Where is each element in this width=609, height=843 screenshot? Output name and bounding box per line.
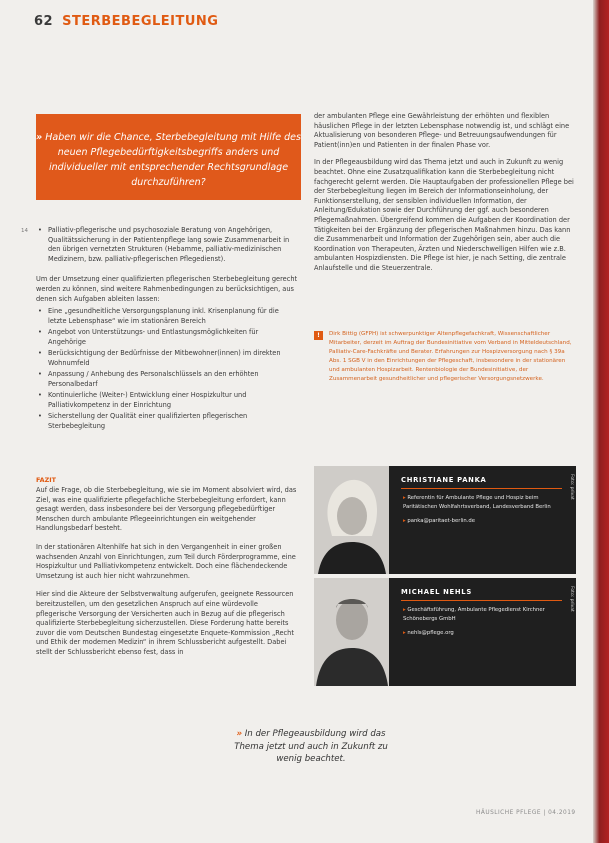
list-item: • Sicherstellung der Qualität einer qualifizierten pflegerischen Sterbebegleitung <box>48 412 298 431</box>
highlight-quote-text: Haben wir die Chance, Sterbebegleitung mit Hilfe des neuen Pflegebedürftigkeitsbegriffs anders und individueller mit entsprechender Rechtsgrundlage durchzuführen? <box>45 132 301 188</box>
author-role: ▸ Referentin für Ambulante Pflege und Hospiz beim Paritätischen Wohlfahrtsverband, Landesverband Berlin <box>403 494 563 511</box>
list-item: • Anpassung / Anhebung des Personalschlüssels an den erhöhten Personalbedarf <box>48 370 298 389</box>
highlight-quote-box <box>36 114 301 200</box>
author-info-panel <box>389 578 576 686</box>
right-column-text <box>314 112 576 274</box>
fazit-heading: FAZIT <box>36 476 56 484</box>
left-column-top <box>36 226 298 433</box>
paragraph: Auf die Frage, ob die Sterbebegleitung, wie sie im Moment absolviert wird, das Ziel, was eine qualifizierte pflegefachliche Sterbebegleitung erfordert, kann gesagt werden, dass insbesondere bei der Versorgung pflegebedürftiger Menschen durch ambulante Pflegeeinrichtungen ein weitgehender Handlungsbedarf besteht. <box>36 486 297 533</box>
photo-credit: Foto: privat <box>569 474 574 500</box>
side-marker: 14 <box>21 228 28 234</box>
left-column-bottom <box>36 486 298 658</box>
author-bio <box>403 606 563 644</box>
author-email: ▸ panka@paritaet-berlin.de <box>403 517 563 526</box>
bullet-list-1 <box>36 226 298 264</box>
paragraph: Um der Umsetzung einer qualifizierten pflegerischen Sterbebegleitung gerecht werden zu können, sind weitere Rahmenbedingungen zu berücksichtigen, aus denen sich Aufgaben ableiten lassen: <box>36 275 298 303</box>
list-item: • Angebot von Unterstützungs- und Entlastungsmöglichkeiten für Angehörige <box>48 328 298 347</box>
paragraph: der ambulanten Pflege eine Gewährleistung der erhöhten und flexiblen häuslichen Pflege in der letzten Lebensphase notwendig ist, und schlägt eine Aktualisierung von besonderen Pflege- und Betreuungsaufwendungen für Patient(inn)en und Patienten in der finalen Phase vor. <box>314 112 570 149</box>
author-name: CHRISTIANE PANKA <box>401 476 487 484</box>
author-info-panel <box>389 466 576 574</box>
paragraph: Hier sind die Akteure der Selbstverwaltung aufgerufen, geeignete Ressourcen bereitzustellen, um den gesetzlichen Anspruch auf eine würdevolle pflegerische Versorgung der Versicherten auch in Bezug auf die pflegerisch qualifizierte Sterbebegleitung sicherzustellen. Diese Forderung hatte bereits zuvor die vom Deutschen Bundestag eingesetzte Enquete-Kommission „Recht und Ethik der modernen Medizin“ in ihrem Schlussbericht aufgestellt. Dabei stellt der Schlussbericht ebenso fest, dass in <box>36 590 294 656</box>
author-email: ▸ nehls@pflege.org <box>403 629 563 638</box>
quote-mark: » <box>36 132 43 143</box>
info-box-text: Dirk Bittig (GFPH) ist schwerpunktiger Altenpflegefachkraft, Wissenschaftlicher Mitarbeiter, derzeit im Auftrag der Bundesinitiative vom Verband in Mitteldeutschland, Palliativ-Care-Fachkräfte und Berater. Erfahrungen zur Hospizversorgung nach § 39a Abs. 1 SGB V in den Einrichtungen der Pflegeschaft, insbesondere in der stationären und ambulanten Hospizarbeit. Rentenbiologie der Bundesinitiative, der Zusammenarbeit gesundheitlicher und pflegerischer Versorgungsnetzwerke. <box>329 331 572 382</box>
list-item: • Palliativ-pflegerische und psychosoziale Beratung von Angehörigen, Qualitätssicherung in der Patientenpflege lang sowie Zusammenarbeit in den übrigen vernetzten Strukturen (Hebamme, palliativ-medizinischen Medizinern, bzw. palliativ-pflegerischen Pflegedienst). <box>48 226 298 264</box>
list-item: • Eine „gesundheitliche Versorgungsplanung inkl. Krisenplanung für die letzte Lebensphase“ wie im stationären Bereich <box>48 307 298 326</box>
list-item: • Berücksichtigung der Bedürfnisse der Mitbewohner(innen) im direkten Wohnumfeld <box>48 349 298 368</box>
author-photo <box>314 466 389 574</box>
page-footer: HÄUSLICHE PFLEGE | 04.2019 <box>476 810 576 816</box>
section-title: STERBEBEGLEITUNG <box>62 14 219 29</box>
author-portrait-2-image <box>314 578 389 686</box>
pull-quote <box>226 728 396 766</box>
list-item: • Kontinuierliche (Weiter-) Entwicklung einer Hospizkultur und Palliativkompetenz in der Einrichtung <box>48 391 298 410</box>
bullet-list-2 <box>36 307 298 431</box>
page-header <box>34 14 218 29</box>
paragraph: In der Pflegeausbildung wird das Thema jetzt und auch in Zukunft zu wenig beachtet. Ohne eine Zusatzqualifikation kann die Sterbebegleitung nicht fachgerecht gelernt werden. Die Hauptaufgaben der professionellen Pflege bei der Sterbebegleitung liegen im Bereich der Informationseinholung, der Funktionserstellung, der sensiblen individuellen Information, der Anleitung/Edukation sowie der Durchführung der ggf. auch besonderen Pflegemaßnahmen. Übergreifend kommen die Aufgaben der Koordination der Tätigkeiten bei der Ergänzung der pflegerischen Maßnahmen hinzu. Das kann die Zusammenarbeit und Information der Zugehörigen sein, aber auch die Koordination von Therapeuten, Ärzten und Niederschwelligen Hilfen wie z.B. ambulanten Hospizdiensten. Die Pflege ist hier, je nach Setting, die zentrale Anlaufstelle und die Steuerzentrale. <box>314 158 574 272</box>
pull-quote-text: In der Pflegeausbildung wird das Thema jetzt und auch in Zukunft zu wenig beachtet. <box>234 729 388 764</box>
author-name: MICHAEL NEHLS <box>401 588 472 596</box>
author-card-christiane <box>314 466 576 574</box>
author-bio <box>403 494 563 532</box>
author-portrait-1-image <box>314 466 389 574</box>
paragraph: In der stationären Altenhilfe hat sich in den Vergangenheit in einer großen wachsenden Anzahl von Einrichtungen, zum Teil durch Förderprogramme, eine Hospizkultur und Palliativkompetenz entwickelt. Doch eine flächendeckende Umsetzung ist auch hier nicht wahrzunehmen. <box>36 542 296 580</box>
magazine-spine <box>593 0 609 843</box>
divider <box>401 600 562 601</box>
author-role: ▸ Geschäftsführung, Ambulante Pflegedienst Kirchner Schönebergs GmbH <box>403 606 563 623</box>
divider <box>401 488 562 489</box>
page-number: 62 <box>34 14 54 29</box>
info-box-icon: ! <box>314 331 323 340</box>
author-photo <box>314 578 389 686</box>
photo-credit: Foto: privat <box>569 586 574 612</box>
quote-mark: » <box>236 729 243 739</box>
author-card-michael <box>314 578 576 686</box>
